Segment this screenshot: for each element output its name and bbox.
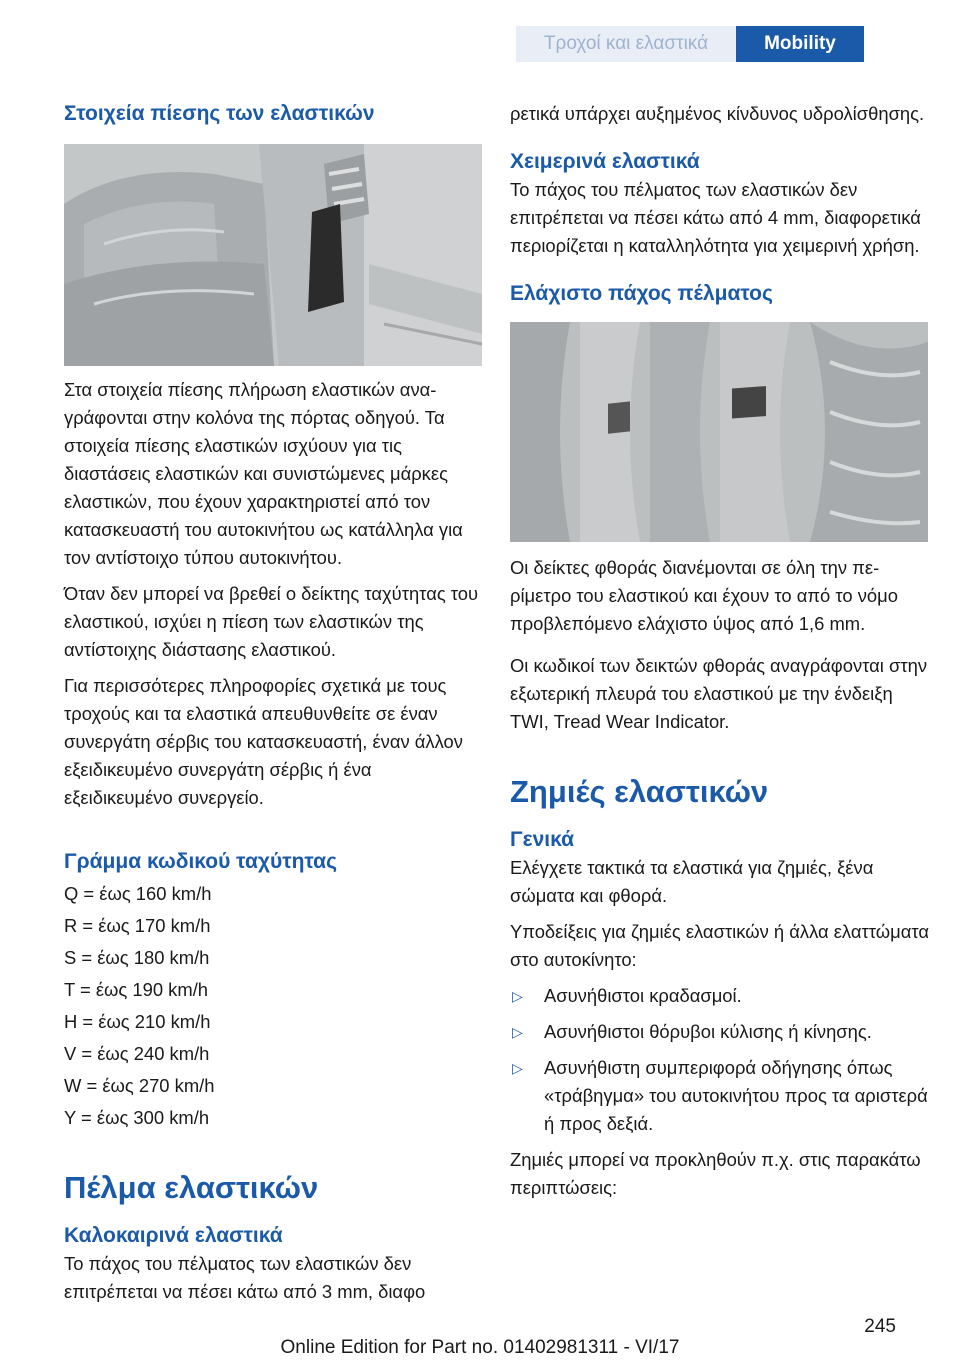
pressure-paragraph-3: Για περισσότερες πληροφορίες σχετικά με τους τροχούς και τα ελαστικά απευθυνθείτε σε έναν συνεργάτη σέρβις του κατασκευαστή, έναν άλλον εξειδικευμένο συνεργάτη σέρβις ή ένα εξειδικευμένο συνεργείο. [64,675,463,808]
list-item: ▷ Ασυνήθιστη συμπεριφορά οδήγησης όπως «τράβηγμα» του αυτοκινήτου προς τα αριστερά ή προς δεξιά. [510,1054,930,1138]
speed-code-item: Y = έως 300 km/h [64,1107,210,1128]
pressure-paragraph-2: Όταν δεν μπορεί να βρεθεί ο δείκτης ταχύτητας του ελαστικού, ισχύει η πίεση των ελαστικών της αντίστοιχης διάστασης ελαστικού. [64,583,479,660]
tire-damage-heading: Ζημιές ελαστικών [510,774,769,809]
speed-code-item: V = έως 240 km/h [64,1043,210,1064]
speed-code-item: T = έως 190 km/h [64,979,209,1000]
speed-code-item: W = έως 270 km/h [64,1075,215,1096]
bullet-triangle-icon: ▷ [512,988,523,1004]
section-tab: Τροχοί και ελαστικά [516,26,736,62]
speed-code-item: S = έως 180 km/h [64,947,210,968]
pressure-paragraph-1: Στα στοιχεία πίεσης πλήρωση ελαστικών αναγράφονται στην κολόνα της πόρτας οδηγού. Τα στοιχεία πίεσης ελαστικών ισχύουν για τις διαστάσεις ελαστικών και συνιστώμενες μάρκες ελαστικών, που έχουν χαρακτηριστεί από τον κατασκευαστή του αυτοκινήτου ως κατάλληλα για τον αντίστοιχο τύπου αυτοκινήτου. [64,379,463,568]
speed-code-item: H = έως 210 km/h [64,1011,211,1032]
summer-tires-paragraph: Το πάχος του πέλματος των ελαστικών δεν επιτρέπεται να πέσει κάτω από 3 mm, διαφο [64,1253,426,1302]
page-header [0,0,960,62]
bullet-triangle-icon: ▷ [512,1060,523,1076]
general-heading: Γενικά [510,828,575,851]
speed-code-heading: Γράμμα κωδικού ταχύτητας [64,850,338,873]
damage-signs-list [510,982,930,1138]
edition-footer: Online Edition for Part no. 01402981311 - VI/17 [280,1337,680,1358]
bullet-triangle-icon: ▷ [512,1024,523,1040]
chapter-tab: Mobility [736,26,864,62]
tread-wear-indicator-figure [510,322,928,542]
tread-heading: Πέλμα ελαστικών [64,1170,319,1205]
speed-code-list [64,880,482,1132]
door-pillar-figure [64,144,482,366]
list-item: ▷ Ασυνήθιστοι θόρυβοι κύλισης ή κίνησης. [510,1018,930,1046]
list-item: ▷ Ασυνήθιστοι κραδασμοί. [510,982,930,1010]
left-column [64,100,482,1306]
general-paragraph-1: Ελέγχετε τακτικά τα ελαστικά για ζημιές, ξένα σώματα και φθορά. [510,857,874,906]
speed-code-item: R = έως 170 km/h [64,915,211,936]
min-tread-paragraph-1: Οι δείκτες φθοράς διανέμονται σε όλη την περίμετρο του ελαστικού και έχουν το από το νόμο προβλεπόμενο ελάχιστο ύψος από 1,6 mm. [510,557,898,634]
winter-tires-paragraph: Το πάχος του πέλματος των ελαστικών δεν επιτρέπεται να πέσει κάτω από 4 mm, διαφορετικά περιορίζεται η καταλληλότητα για χειμερινή χρήση. [510,179,921,256]
general-paragraph-2: Υποδείξεις για ζημιές ελαστικών ή άλλα ελαττώματα στο αυτοκίνητο: [510,921,929,970]
summer-tires-continuation: ρετικά υπάρχει αυξημένος κίνδυνος υδρολίσθησης. [510,103,925,124]
speed-code-item: Q = έως 160 km/h [64,883,212,904]
summer-tires-heading: Καλοκαιρινά ελαστικά [64,1224,283,1247]
pressure-heading: Στοιχεία πίεσης των ελαστικών [64,102,375,125]
right-column [510,100,930,1202]
general-paragraph-3: Ζημιές μπορεί να προκληθούν π.χ. στις παρακάτω περιπτώσεις: [510,1149,921,1198]
page-number: 245 [864,1316,896,1337]
min-tread-heading: Ελάχιστο πάχος πέλματος [510,282,773,305]
winter-tires-heading: Χειμερινά ελαστικά [510,150,700,173]
min-tread-paragraph-2: Οι κωδικοί των δεικτών φθοράς αναγράφονται στην εξωτερική πλευρά του ελαστικού με την ένδειξη TWI, Tread Wear Indicator. [510,655,928,732]
